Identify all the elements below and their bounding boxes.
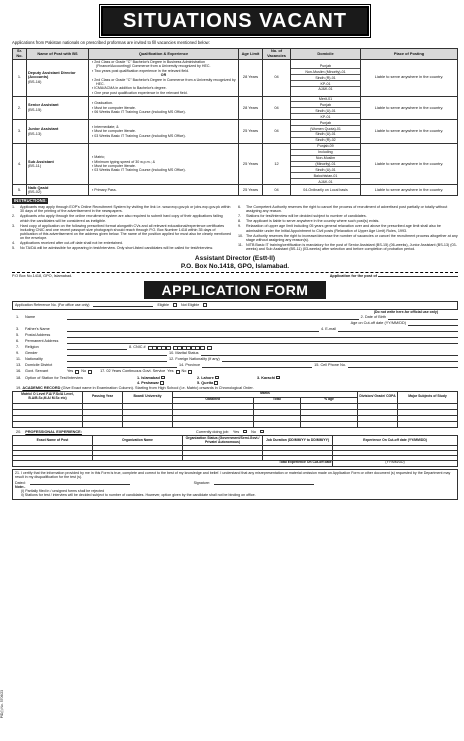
- instruction-number: 2.: [12, 214, 16, 219]
- field-num: 3.: [16, 327, 20, 332]
- service-yes-checkbox[interactable]: [176, 370, 180, 374]
- qualification-item: OR: [160, 73, 167, 78]
- vacancy-age: 28 Years: [239, 59, 263, 96]
- col-sr: Sr. No.: [13, 48, 27, 59]
- note-2: ii) Stations for test / interview will be decided subject to number of candidates. However, option given by the candidate shall not be binding on office.: [21, 493, 256, 498]
- vacancy-domicile: [291, 59, 361, 96]
- domicile-item: Merit-01: [291, 97, 360, 103]
- vacancy-sr: 4.: [13, 143, 27, 184]
- vacancy-count: 04: [263, 96, 291, 120]
- instruction-number: 11.: [238, 242, 243, 247]
- vacancy-sr: 1.: [13, 59, 27, 96]
- yes-label: Yes: [67, 369, 74, 374]
- dated-input[interactable]: [30, 481, 130, 485]
- instruction-text: The applicant is liable to serve anywhere in the country where such post(s) exists.: [246, 219, 380, 224]
- marital-input[interactable]: [201, 352, 458, 356]
- declaration-text: I certify that the information provided by me in this Form is true, complete and correct to the best of my knowledge and belief. I understand that any misrepresentation or material omission made on Application Form or other document (s) requested by the Department may result in my disqualification for the test (s).: [15, 470, 451, 479]
- vacancy-sr: 5.: [13, 185, 27, 196]
- instruction-text: The Competent Authority reserves the right to cancel the process of recruitment of advertised post partially or totally without assigning any reason.: [246, 204, 448, 214]
- instruction-number: 8.: [238, 219, 242, 224]
- note-title: Note:-: [15, 485, 26, 490]
- post-bs: (BS-15): [28, 106, 42, 112]
- no-label: No: [251, 429, 256, 434]
- instruction-number: 5.: [12, 246, 16, 251]
- nationality-label: Nationality: [25, 357, 43, 362]
- post-name: Sub Assistant: [28, 158, 54, 164]
- vacancy-domicile: [291, 120, 361, 144]
- instruction-text: Relaxation of upper age limit including 05 years general relaxation over and above the prescribed age limit shall also be admissible under the Initial Appointment to Civil posts (Relaxation of Upper Age Limit) Rules, 1993.: [246, 224, 441, 233]
- email-input[interactable]: [338, 328, 458, 332]
- academic-col-percent: % age: [301, 397, 358, 403]
- academic-row[interactable]: [13, 421, 458, 427]
- banner-title: SITUATIONS VACANT: [101, 6, 369, 36]
- post-name: Naib Qasid: [28, 184, 49, 190]
- instruction-number: 7.: [238, 214, 242, 219]
- vacancy-qualification: [89, 120, 239, 144]
- instruction-item: [238, 205, 458, 214]
- age-input[interactable]: [408, 322, 458, 326]
- cnic-cells[interactable]: [148, 346, 212, 350]
- row-father-email: [16, 326, 458, 332]
- col-post: Name of Post with BS: [27, 48, 89, 59]
- domicile-item: Punjab: [291, 102, 360, 108]
- dob-label: 2. Date of Birth: [360, 315, 386, 320]
- govt-no-checkbox[interactable]: [88, 370, 92, 374]
- row-postal: [16, 332, 458, 338]
- vacancy-qualification: [89, 96, 239, 120]
- instruction-item: [12, 214, 232, 223]
- domicile-item: Non-Muslim (Minority)-01: [291, 69, 360, 75]
- prof-title: PROFESSIONAL EXPERIENCE:: [25, 429, 82, 434]
- yes-label: Yes: [167, 369, 174, 374]
- signature-input[interactable]: [214, 481, 314, 485]
- declaration-box: 21. I certify that the information provided by me in this Form is true, complete and correct to the best of my knowledge and belief. I understand that any misrepresentation or material omission made on Application Form or other document (s) requested by the Department may result in my disqualification for the test (s). Dated: Signature: Note:- (i) Partially filed in / unsigned forms shall be rejected ii) Stations for test / interview will be decided subject to number of candidates. However, option given by the candidate shall not be binding on office.: [12, 469, 458, 500]
- post-name: Junior Assistant: [28, 126, 59, 132]
- vacancy-post: [27, 96, 89, 120]
- vacancy-table-header: [13, 48, 458, 59]
- email-label: 4. E-mail: [321, 327, 336, 332]
- col-posting: Place of Posting: [361, 48, 458, 59]
- eligible-checkbox[interactable]: [173, 303, 177, 307]
- domicile-input[interactable]: [67, 364, 177, 368]
- vacancy-qualification: [89, 59, 239, 96]
- vacancy-qualification: [89, 143, 239, 184]
- religion-label: Religion: [25, 345, 39, 350]
- exp-col-post: Exact Name of Post: [13, 436, 93, 446]
- qualification-item: ▪ Must be computer literate.: [92, 105, 136, 110]
- instruction-item: [238, 214, 458, 218]
- academic-title: ACADEMIC RECORD: [22, 385, 61, 390]
- continuous-service-label: 17. 02 Years Continuous Govt. Service: [100, 369, 166, 374]
- vacancy-age: 25 Years: [239, 120, 263, 144]
- instruction-text: Hard copy of application on the following prescribed format alongwith CVs and all relevant educational/experience certificates including CNIC and one recent passport size photograph should reach through P.O. Box Number 1418 within 35 days of publication of this advertisement on the address given below. The name of the position applied for must also be clearly mentioned on the envelope.: [20, 223, 232, 241]
- col-vac: No. of Vacancies: [263, 48, 291, 59]
- field-num: 6.: [16, 339, 20, 344]
- station-quetta[interactable]: 5. Quetta: [197, 381, 257, 385]
- prof-heading: 20. PROFESSIONAL EXPERIENCE: Currently doing job: Yes No: [12, 430, 458, 434]
- instruction-item: [12, 246, 232, 250]
- vacancy-post: [27, 185, 89, 196]
- age-label: Age on Cut-off date (YY/MM/DD): [350, 321, 406, 326]
- gender-label: Gender: [25, 351, 38, 356]
- vacancy-age: 28 Years: [239, 96, 263, 120]
- vacancy-row: [13, 120, 458, 144]
- station-options: [137, 376, 317, 386]
- station-islamabad[interactable]: 1. Islamabad: [137, 376, 197, 380]
- row-gender-marital: [16, 350, 458, 356]
- qualification-item: ▪ Graduation.: [92, 101, 114, 106]
- col-domicile: Domicile: [291, 48, 361, 59]
- instruction-text: Applications received after cut-off date shall not be entertained.: [20, 241, 124, 246]
- vacancy-row: [13, 185, 458, 196]
- domicile-item: Punjab: [291, 120, 360, 126]
- row-name-dob: [16, 314, 458, 320]
- foreign-nationality-input[interactable]: [222, 358, 458, 362]
- note-1: (i) Partially filed in / unsigned forms shall be rejected: [21, 489, 105, 494]
- vacancy-count: 12: [263, 143, 291, 184]
- qualification-item: ▪ Matric;: [92, 155, 106, 160]
- academic-col-year: Passing Year: [83, 391, 123, 403]
- instruction-text: No TA/DA will be admissible for appearing in test/interview. Only short-listed candidates will be called for test/interview.: [20, 246, 213, 251]
- province-label: 14. Province: [179, 363, 201, 368]
- qualification-item: ▪ ICMA/ACMA in addition to Bachelor's degree.: [92, 86, 167, 91]
- instructions-right: [238, 205, 458, 252]
- govt-servant-label: Govt. Servant: [25, 369, 49, 374]
- ref-box: [12, 301, 458, 310]
- pobox-address: P.O Box No.1418, GPO, Islamabad.: [12, 274, 73, 279]
- domicile-item: Non-Muslim: [291, 156, 360, 162]
- not-eligible-checkbox[interactable]: [203, 303, 207, 307]
- vacancy-row: [13, 96, 458, 120]
- religion-input[interactable]: [67, 346, 127, 350]
- vacancy-row: [13, 143, 458, 184]
- post-bs: (BS-16): [28, 78, 42, 84]
- qualification-item: ▪ 06 Weeks Basic IT Training Course (including MS Office).: [92, 110, 186, 115]
- col-qual: Qualification & Experience: [89, 48, 239, 59]
- experience-total-row: [13, 460, 458, 466]
- instruction-number: 1.: [12, 204, 16, 209]
- vacancy-post: [27, 120, 89, 144]
- domicile-item: Including: [291, 150, 360, 156]
- vacancy-age: 25 Years: [239, 185, 263, 196]
- instruction-text: Stations for test/interview will be decided subject to number of candidates.: [246, 214, 367, 219]
- field-num: 16.: [16, 369, 22, 374]
- exp-col-experience: Experience On Cut-off date (YY/MM/DD): [333, 436, 458, 446]
- instruction-number: 4.: [12, 241, 16, 246]
- domicile-item: 04-Ordinarily on Local basis: [303, 188, 348, 193]
- job-no-checkbox[interactable]: [260, 430, 264, 434]
- domicile-item: (Women Quota)-01: [291, 126, 360, 132]
- vacancy-age: 25 Years: [239, 143, 263, 184]
- govt-yes-checkbox[interactable]: [75, 370, 79, 374]
- instruction-text: Applicants may apply through EOP's Online Recruitment System by visiting the link i.e. www.eop.gov.pk or jobs.eop.gov.pk within 30 days of the printing of the advertisement in the newspapers.: [20, 204, 231, 214]
- domicile-item: Sindh (U)-01: [291, 132, 360, 138]
- domicile-item: Punjab: [291, 63, 360, 69]
- vacancy-count: 04: [263, 120, 291, 144]
- academic-heading: 19. ACADEMIC RECORD (Give Exact name in Examination Column). Starting from High School (i.e. Matric) onwards in Chronological Order.: [16, 385, 254, 390]
- pobox-line: [12, 274, 458, 278]
- instruction-number: 9.: [238, 224, 242, 229]
- field-num: 11.: [16, 357, 21, 362]
- academic-col-board: Board/ University: [123, 391, 173, 403]
- vacancy-posting: Liable to serve anywhere in the country.: [361, 120, 458, 144]
- row-domicile: [16, 362, 458, 368]
- vacancy-row: [13, 59, 458, 96]
- cell-input[interactable]: [348, 364, 458, 368]
- field-num: 5.: [16, 333, 20, 338]
- no-label: No: [81, 369, 87, 374]
- father-name-input[interactable]: [67, 328, 319, 332]
- ref-label: Application Reference No. (For office use only): [15, 302, 90, 307]
- domicile-item: Punjab-09: [291, 144, 360, 150]
- instruction-number: 6.: [238, 204, 242, 209]
- permanent-address-label: Permanent Address: [25, 339, 59, 344]
- dated-label: Dated:: [15, 481, 26, 486]
- foreign-nationality-label: 12. Foreign Nationality (if any): [169, 357, 220, 362]
- instructions: [12, 205, 458, 252]
- qualification-item: ▪ 2nd Class or Grade "C" Bachelor's Degree in Commerce from a University recognized by HEC.: [92, 77, 236, 86]
- domicile-item: Sindh (R)-01: [291, 75, 360, 81]
- instruction-item: [238, 224, 458, 233]
- instruction-item: [12, 205, 232, 214]
- eligible-label: Eligible: [157, 302, 170, 307]
- vacancy-domicile: [291, 143, 361, 184]
- vacancy-posting: Liable to serve anywhere in the country.: [361, 143, 458, 184]
- vacancy-sr: 3.: [13, 120, 27, 144]
- qualification-item: ▪ Primary Pass.: [92, 187, 117, 192]
- vacancy-count: 04: [263, 185, 291, 196]
- experience-table: [12, 435, 458, 467]
- vacancy-qualification: [89, 185, 239, 196]
- domicile-item: Balochistan-01: [291, 173, 360, 179]
- domicile-item: KP-01: [291, 81, 360, 87]
- instruction-text: The Authority reserves the right to increase/decrease the number of vacancies or cancel the recruitment process altogether at any stage without assigning any reason(s).: [246, 233, 458, 242]
- vacancy-count: 04: [263, 59, 291, 96]
- address-block: [12, 255, 458, 270]
- instruction-text: Applicants who apply through the online recruitment system are also required to submit hard copy of their applications failing which the candidates will be considered as ineligible.: [20, 214, 223, 223]
- instruction-item: [12, 241, 232, 245]
- instruction-number: 3.: [12, 223, 16, 228]
- post-name: Deputy Assistant Director (Accounts): [28, 69, 76, 80]
- dob-input[interactable]: [388, 316, 458, 320]
- academic-note: (Give Exact name in Examination Column). Starting from High School (i.e. Matric) onwards in Chronological Order.: [61, 385, 254, 390]
- row-stations: [16, 374, 458, 385]
- instruction-item: [238, 234, 458, 243]
- vacancy-sr: 2.: [13, 96, 27, 120]
- total-experience-label: Total Experience On Cut-off date: [13, 460, 333, 466]
- vacancy-post: [27, 59, 89, 96]
- marital-label: 10. Marital Status: [169, 351, 199, 356]
- not-eligible-label: Not Eligible: [181, 302, 200, 307]
- station-karachi[interactable]: 3. Karachi: [257, 376, 317, 380]
- instruction-number: 10.: [238, 233, 244, 238]
- name-label: Name: [25, 315, 36, 320]
- cnic-label: 8. CNIC #: [129, 345, 146, 350]
- father-name-label: Father's Name: [25, 327, 50, 332]
- domicile-item: AJ&K-01: [318, 179, 333, 184]
- vacancy-posting: Liable to serve anywhere in the country.: [361, 96, 458, 120]
- office-note: (Do not write here-for official use only): [373, 309, 438, 314]
- domicile-item: KP-01: [320, 114, 331, 119]
- domicile-item: Sindh (U)-01: [291, 108, 360, 114]
- field-num: 7.: [16, 345, 20, 350]
- qualification-item: ▪ Two years post qualification experience in the relevant field.: [92, 68, 190, 73]
- domicile-label: Domicile District: [25, 363, 53, 368]
- post-applied-label: Application for the post of: [330, 274, 458, 278]
- nationality-input[interactable]: [67, 358, 167, 362]
- instruction-item: [12, 224, 232, 241]
- station-label: Option of Station for Test/Interview: [25, 375, 83, 380]
- qualification-item: ▪ Must be computer literate.: [92, 164, 136, 168]
- intro-text: Applications from Pakistan nationals on prescribed proformas are invited to fill vacancies mentioned below:: [12, 40, 210, 45]
- field-num: 9.: [16, 351, 20, 356]
- address-line-1: Assistant Director (Estt-II): [194, 255, 276, 263]
- domicile-item: AJ&K-01: [318, 87, 333, 92]
- vacancy-posting: Liable to serve anywhere in the country.: [361, 185, 458, 196]
- qualification-item: ▪ Must be computer literate.: [92, 129, 136, 134]
- station-lahore[interactable]: 2. Lahore: [197, 376, 257, 380]
- signature-label: Signature:: [193, 481, 210, 486]
- post-name: Senior Assistant: [28, 102, 59, 108]
- academic-col-obtained: Obtained: [173, 397, 254, 403]
- row-nationality: [16, 356, 458, 362]
- yes-label: Yes: [232, 429, 240, 434]
- province-input[interactable]: [202, 364, 312, 368]
- col-age: Age Limit: [239, 48, 263, 59]
- academic-col-subjects: Major Subjects of Study: [398, 391, 458, 403]
- post-bs: (BS-13): [28, 130, 42, 136]
- no-label: No: [181, 369, 187, 374]
- instructions-left: [12, 205, 232, 252]
- post-bs: (BS-11): [28, 163, 42, 168]
- post-bs: (BS-02): [28, 189, 42, 195]
- qualification-item: ▪ Intermediate; &: [92, 124, 119, 129]
- field-num: 18.: [16, 375, 22, 380]
- qualification-item: ▪ 2nd Class or Grade "C" Bachelor's Degree in Business Administration (Finance/Accounting)/ Commerce from a University recognized by HEC.: [92, 60, 211, 69]
- instruction-text: NITB Basic IT training/certification is mandatory for the post of Senior Assistant (BS-15) (06-weeks), Junior Assistant (BS-13) (03-weeks) and Sub Assistant (BS-11) (03-weeks) after selection and before completion of probation period.: [246, 242, 457, 252]
- academic-col-exam: Matric/ O Level F.A/ F.Sc/A Level, B.A/B.Sc,M.A/ M.Sc etc): [13, 391, 83, 403]
- service-no-checkbox[interactable]: [188, 370, 192, 374]
- exp-col-org: Organization Name: [93, 436, 183, 446]
- qualification-item: ▪ Minimum typing speed of 30 w.p.m.; &: [92, 159, 155, 164]
- academic-table: [12, 391, 458, 428]
- qualification-item: ▪ 03 Weeks Basic IT Training Course (including MS Office).: [92, 168, 186, 173]
- instructions-heading: INSTRUCTIONS:: [14, 197, 47, 203]
- row-permanent: [16, 338, 458, 344]
- domicile-item: Sindh (R)-02: [315, 138, 336, 143]
- qualification-item: ▪ 03 Weeks Basic IT Training Course (including MS Office).: [92, 133, 186, 138]
- field-num: 13.: [16, 363, 22, 368]
- instruction-item: [238, 219, 458, 223]
- vacancy-posting: Liable to serve anywhere in the country.: [361, 59, 458, 96]
- permanent-address-input[interactable]: [67, 340, 458, 344]
- qualification-item: ▪ One year post qualification experience in the relevant field.: [92, 90, 188, 95]
- domicile-item: (Minority)-01: [291, 162, 360, 168]
- vacancy-table-body: [13, 59, 458, 195]
- instruction-item: [238, 243, 458, 252]
- pid-code: PID(I) No. 5706/23: [0, 690, 4, 719]
- station-peshawar[interactable]: 4. Peshawar: [137, 381, 197, 385]
- academic-col-division: Division/ Grade/ CGPA: [358, 391, 398, 403]
- academic-col-marks: Marks: [173, 391, 358, 397]
- vacancy-domicile: [291, 185, 361, 196]
- application-form-title: APPLICATION FORM: [144, 281, 326, 299]
- vacancy-post: [27, 143, 89, 184]
- exp-col-duration: Job Duration (DD/MM/YY to DD/MM/YY): [263, 436, 333, 446]
- academic-col-total: Total: [253, 397, 301, 403]
- ref-field[interactable]: [93, 303, 153, 307]
- exp-col-status: Organization Status (Government/Semi-Govt./ Private/ Autonomous): [183, 436, 263, 446]
- vacancy-domicile: [291, 96, 361, 120]
- cut-line: [12, 272, 458, 273]
- gender-input[interactable]: [67, 352, 167, 356]
- personal-fields: [12, 314, 458, 385]
- cell-label: 15. Cell Phone No.: [314, 363, 346, 368]
- field-num: 1.: [16, 315, 20, 320]
- job-yes-checkbox[interactable]: [243, 430, 247, 434]
- postal-address-label: Postal Address: [25, 333, 51, 338]
- vacancy-table: [12, 48, 458, 196]
- name-input[interactable]: [67, 316, 359, 320]
- domicile-item: Sindh (U)-01: [291, 167, 360, 173]
- postal-address-input[interactable]: [67, 334, 458, 338]
- currently-doing-label: Currently doing job:: [195, 429, 229, 434]
- address-line-2: P.O. Box No.1418, GPO, Islamabad.: [180, 262, 290, 270]
- total-experience-format: (YY/MM/DD): [333, 460, 458, 466]
